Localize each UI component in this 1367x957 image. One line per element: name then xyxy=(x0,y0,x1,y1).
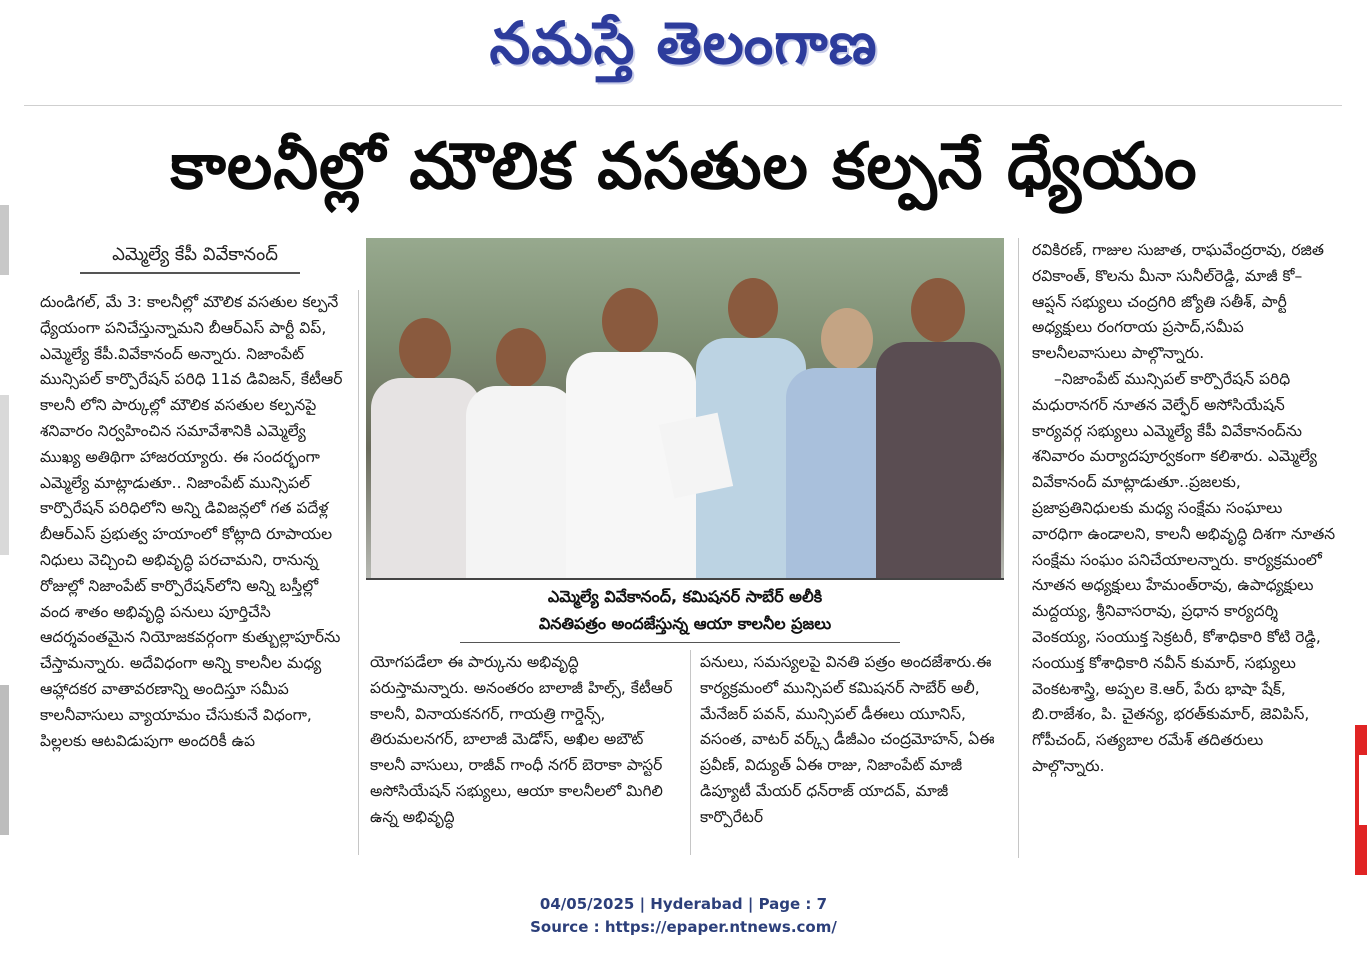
article-column-1 xyxy=(40,290,348,860)
footer-date-line: 04/05/2025 | Hyderabad | Page : 7 xyxy=(539,895,828,913)
news-photo xyxy=(366,238,1004,578)
byline-underline xyxy=(80,272,300,274)
caption-line-2: వినతిపత్రం అందజేస్తున్న ఆయా కాలనీల ప్రజలు xyxy=(538,614,832,633)
clipping-top-border xyxy=(24,105,1342,106)
footer-source-line[interactable]: Source : https://epaper.ntnews.com/ xyxy=(530,918,837,936)
column-divider xyxy=(358,290,359,855)
photo-caption xyxy=(366,580,1004,640)
byline xyxy=(80,240,310,272)
column-4-text: రవికిరణ్, గాజుల సుజాత, రాఘవేంద్రరావు, రజిత రవికాంత్, కొలను మీనా సునీల్‌రెడ్డి, మాజీ కో–ఆప్షన్ సభ్యులు చంద్రగిరి జ్యోతి సతీశ్, పార్టీ అధ్యక్షులు రంగరాయ ప్రసాద్,సమీప కాలనీలవాసులు పాల్గొన్నారు. xyxy=(1032,241,1324,363)
photo-person xyxy=(466,328,576,578)
article-column-2 xyxy=(370,650,680,855)
right-edge-advertisement-fragment xyxy=(1355,725,1367,875)
edge-fragment xyxy=(0,395,9,555)
photo-person xyxy=(876,278,1001,578)
headline-text: కాలనీల్లో మౌలిక వసతుల కల్పనే ధ్యేయం xyxy=(170,129,1198,204)
masthead-title: నమస్తే తెలంగాణ xyxy=(489,8,878,77)
left-edge-neighbor-clipping xyxy=(0,105,12,865)
byline-text: ఎమ్మెల్యే కేపీ వివేకానంద్ xyxy=(112,243,278,265)
photo-person xyxy=(371,318,481,578)
column-1-text: దుండిగల్, మే 3: కాలనీల్లో మౌలిక వసతుల కల్పనే ధ్యేయంగా పనిచేస్తున్నామని బీఆర్ఎస్ పార్టీ విప్, ఎమ్మెల్యే కేపీ.వివేకానంద్ అన్నారు. నిజాంపేట్ మున్సిపల్ కార్పొరేషన్ పరిధి 11వ డివిజన్, కేటీఆర్ కాలనీ లోని పార్కుల్లో మౌలిక వసతుల కల్పనపై శనివారం నిర్వహించిన సమావేశానికి ఎమ్మెల్యే ముఖ్య అతిథిగా హాజరయ్యారు. ఈ సందర్భంగా ఎమ్మెల్యే మాట్లాడుతూ.. నిజాంపేట్ మున్సిపల్ కార్పొరేషన్ పరిధిలోని అన్ని డివిజన్లలో గత పదేళ్ల బీఆర్ఎస్ ప్రభుత్వ హయాంలో కోట్లాది రూపాయల నిధులు వెచ్చించి అభివృద్ధి పరచామని, రానున్న రోజుల్లో నిజాంపేట్ కార్పొరేషన్‌లోని అన్ని బస్తీల్లో వంద శాతం అభివృద్ధి పనులు పూర్తిచేసి ఆదర్శవంతమైన నియోజకవర్గంగా కుత్బుల్లాపూర్‌ను చేస్తామన్నారు. అదేవిధంగా అన్ని కాలనీల మధ్య ఆహ్లాదకర వాతావరణాన్ని అందిస్తూ సమీప కాలనీవాసులు వ్యాయామం చేసుకునే విధంగా, పిల్లలకు ఆటవిడుపుగా అందరికీ ఉప xyxy=(40,293,343,750)
article-column-3 xyxy=(700,650,1005,855)
column-divider xyxy=(690,650,691,855)
headline xyxy=(30,118,1338,230)
edge-fragment xyxy=(0,685,9,835)
column-3-text: పనులు, సమస్యలపై వినతి పత్రం అందజేశారు.ఈ కార్యక్రమంలో మున్సిపల్ కమిషనర్ సాబేర్ అలీ, మేనేజర్ పవన్, మున్సిపల్ డీఈలు యూనిస్, వసంత, వాటర్ వర్క్స్ డీజీఎం చంద్రమోహన్, ఏఈ ప్రవీణ్, విద్యుత్ ఏఈ రాజు, నిజాంపేట్ మాజీ డిప్యూటీ మేయర్ ధన్‌రాజ్ యాదవ్, మాజీ కార్పొరేటర్ xyxy=(700,653,995,826)
article-column-4 xyxy=(1032,238,1336,858)
column-4-second-story: –నిజాంపేట్ మున్సిపల్ కార్పొరేషన్ పరిధి మధురానగర్ నూతన వెల్ఫేర్ అసోసియేషన్ కార్యవర్గ సభ్యులు ఎమ్మెల్యే కేపీ వివేకానంద్‌ను శనివారం మర్యాదపూర్వకంగా కలిశారు. ఎమ్మెల్యే వివేకానంద్ మాట్లాడుతూ..ప్రజలకు, ప్రజాప్రతినిధులకు మధ్య సంక్షేమ సంఘాలు వారధిగా ఉండాలని, కాలనీ అభివృద్ధి దిశగా నూతన సంక్షేమ సంఘం పనిచేయాలన్నారు. కార్యక్రమంలో నూతన అధ్యక్షులు హేమంత్‌రావు, ఉపాధ్యక్షులు మద్దయ్య, శ్రీనివాసరావు, ప్రధాన కార్యదర్శి వెంకయ్య, సంయుక్త సెక్రటరీ, కోశాధికారి కోటి రెడ్డి, సంయుక్త కోశాధికారి నవీన్ కుమార్, సభ్యులు వెంకటశాస్త్రి, అప్పల కె.ఆర్, పేరు భాషా షేక్, బి.రాజేశం, పి. చైతన్య, భరత్‌కుమార్, జెవిపిస్, గోపీచంద్, సత్యబాల రమేశ్ తదితరులు పాల్గొన్నారు. xyxy=(1032,369,1336,775)
column-2-text: యోగపడేలా ఈ పార్కును అభివృద్ధి పరుస్తామన్నారు. అనంతరం బాలాజీ హిల్స్, కేటీఆర్ కాలనీ, వినాయకనగర్, గాయత్రి గార్డెన్స్, తిరుమలనగర్, బాలాజీ మెడోస్, అఖిల అబౌట్ కాలనీ వాసులు, రాజీవ్ గాంధీ నగర్ బెరాకా పాస్టర్ అసోసియేషన్ సభ్యులు, ఆయా కాలనీలలో మిగిలి ఉన్న అభివృద్ధి xyxy=(370,653,673,826)
column-divider xyxy=(1018,238,1019,858)
caption-line-1: ఎమ్మెల్యే వివేకానంద్, కమిషనర్ సాబేర్ అలీకి xyxy=(547,587,823,606)
caption-bottom-rule xyxy=(460,642,900,643)
footer xyxy=(0,893,1367,943)
edge-fragment xyxy=(0,205,9,275)
masthead xyxy=(0,0,1367,100)
